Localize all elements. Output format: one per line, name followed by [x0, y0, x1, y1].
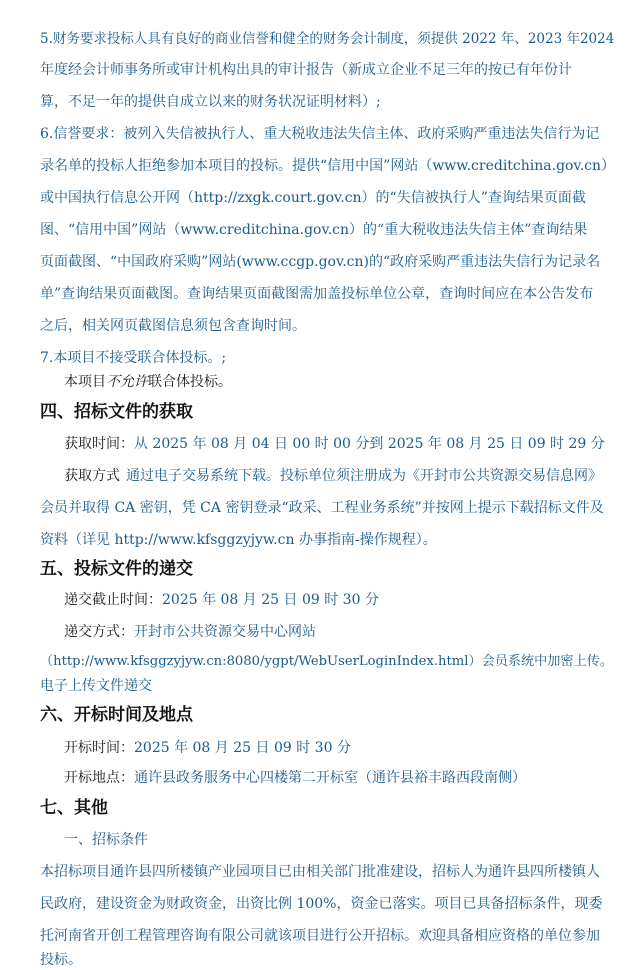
section5-deadline-value: 2025 年 08 月 25 日 09 时 30 分 [162, 592, 379, 608]
item7-line1: 7.本项目不接受联合体投标。; [40, 350, 227, 366]
item7-line2 [64, 372, 232, 392]
section5-url-line: （http://www.kfsggzyjyw.cn:8080/ygpt/WebUserLoginIndex.html）会员系统中加密上传。 [40, 654, 613, 669]
section4-time-row [64, 434, 605, 454]
section4-method-line3: 资料（详见 http://www.kfsggzyjyw.cn 办事指南-操作规程）。 [40, 532, 437, 548]
section7-para-line1: 本招标项目通许县四所楼镇产业园项目已由相关部门批准建设，招标人为通许县四所楼镇人 [40, 864, 600, 880]
section6-place-value: 通许县政务服务中心四楼第二开标室（通许县裕丰路西段南侧） [134, 770, 526, 786]
item6-line3: 或中国执行信息公开网（http://zxgk.court.gov.cn）的“失信被执行人”查询结果页面截 [40, 190, 586, 206]
section5-upload-line: 电子上传文件递交 [40, 678, 152, 694]
item6-line7: 之后，相关网页截图信息须包含查询时间。 [40, 318, 306, 334]
section6-place-row [64, 768, 526, 788]
section7-para-line3: 托河南省开创工程管理咨询有限公司就该项目进行公开招标。欢迎具备相应资格的单位参加 [40, 928, 600, 944]
section6-place-label: 开标地点： [64, 770, 134, 786]
section4-method-line2: 会员并取得 CA 密钥，凭 CA 密钥登录“政采、工程业务系统”并按网上提示下载招标文件及 [40, 500, 604, 516]
section4-method-row [64, 466, 602, 486]
item6-line4: 图、“信用中国”网站（www.creditchina.gov.cn）的“重大税收违法失信主体”查询结果 [40, 222, 588, 238]
section4-heading: 四、招标文件的获取 [40, 402, 193, 422]
section6-time-row [64, 738, 351, 758]
item6-line2: 录名单的投标人拒绝参加本项目的投标。提供“信用中国”网站（www.creditchina.gov.cn） [40, 158, 616, 174]
section6-time-label: 开标时间： [64, 740, 134, 756]
section4-time-label: 获取时间： [64, 436, 134, 452]
section4-method-label: 获取方式 [64, 468, 120, 484]
section6-time-value: 2025 年 08 月 25 日 09 时 30 分 [134, 740, 351, 756]
item7-suffix: 联合体投标。 [148, 374, 232, 390]
section5-deadline-label: 递交截止时间： [64, 592, 162, 608]
item5-line1: 5.财务要求投标人具有良好的商业信誉和健全的财务会计制度，须提供 2022 年、2023 年2024 [40, 31, 615, 47]
item7-prefix: 本项目 [64, 374, 106, 390]
item6-line6: 单”查询结果页面截图。查询结果页面截图需加盖投标单位公章，查询时间应在本公告发布 [40, 286, 594, 302]
section5-method-label: 递交方式： [64, 624, 134, 640]
item6-line1: 6.信誉要求：被列入失信被执行人、重大税收违法失信主体、政府采购严重违法失信行为记 [40, 126, 600, 142]
section7-para-line4: 投标。 [40, 952, 82, 968]
section4-time-value: 从 2025 年 08 月 04 日 00 时 00 分到 2025 年 08 月 25 日 09 时 29 分 [134, 436, 605, 452]
section7-subheading: 一、招标条件 [64, 832, 148, 848]
item5-line2: 年度经会计师事务所或审计机构出具的审计报告（新成立企业不足三年的按已有年份计 [40, 62, 572, 78]
section7-heading: 七、其他 [40, 798, 108, 818]
item5-line3: 算，不足一年的提供自成立以来的财务状况证明材料）; [40, 94, 381, 110]
section5-method-row [64, 622, 316, 642]
section7-para-line2: 民政府，建设资金为财政资金，出资比例 100%，资金已落实。项目已具备招标条件，现委 [40, 896, 603, 912]
section5-deadline-row [64, 590, 379, 610]
item6-line5: 页面截图、“中国政府采购”网站(www.ccgp.gov.cn)的“政府采购严重违法失信行为记录名 [40, 254, 601, 270]
section5-heading: 五、投标文件的递交 [40, 559, 193, 579]
section5-method-value: 开封市公共资源交易中心网站 [134, 624, 316, 640]
section6-heading: 六、开标时间及地点 [40, 705, 193, 725]
item7-italic-text: 不允许 [106, 374, 148, 390]
section4-method-line1: 通过电子交易系统下载。投标单位须注册成为《开封市公共资源交易信息网》 [126, 468, 602, 484]
